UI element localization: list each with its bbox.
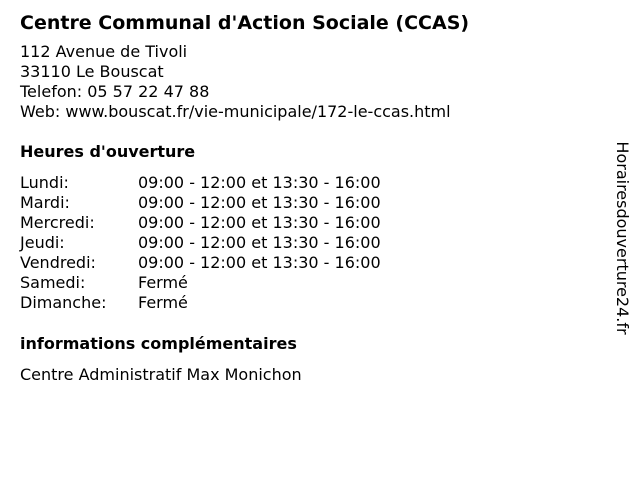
day-label: Mardi:	[20, 193, 70, 212]
ccas-info-card	[20, 10, 600, 385]
additional-info-text: Centre Administratif Max Monichon	[20, 365, 302, 384]
time-range: Fermé	[138, 293, 188, 312]
time-range: 09:00 - 12:00 et 13:30 - 16:00	[138, 253, 381, 272]
site-watermark: Horairesdouverture24.fr	[613, 141, 632, 335]
day-label: Mercredi:	[20, 213, 95, 232]
hours-row-sunday	[20, 293, 600, 313]
street-address: 112 Avenue de Tivoli	[20, 42, 188, 61]
city-line: 33110 Le Bouscat	[20, 62, 164, 81]
time-range: 09:00 - 12:00 et 13:30 - 16:00	[138, 173, 381, 192]
time-range: 09:00 - 12:00 et 13:30 - 16:00	[138, 213, 381, 232]
time-range: Fermé	[138, 273, 188, 292]
hours-row-thursday	[20, 233, 600, 253]
hours-row-monday	[20, 173, 600, 193]
address-block	[20, 42, 600, 122]
page-title: Centre Communal d'Action Sociale (CCAS)	[20, 12, 470, 34]
hours-row-friday	[20, 253, 600, 273]
day-label: Dimanche:	[20, 293, 107, 312]
day-label: Samedi:	[20, 273, 86, 292]
day-label: Jeudi:	[20, 233, 65, 252]
hours-row-tuesday	[20, 193, 600, 213]
hours-row-saturday	[20, 273, 600, 293]
hours-heading: Heures d'ouverture	[20, 142, 196, 161]
additional-info-heading: informations complémentaires	[20, 334, 297, 353]
day-label: Vendredi:	[20, 253, 96, 272]
time-range: 09:00 - 12:00 et 13:30 - 16:00	[138, 193, 381, 212]
day-label: Lundi:	[20, 173, 69, 192]
opening-hours-list	[20, 173, 600, 313]
hours-row-wednesday	[20, 213, 600, 233]
time-range: 09:00 - 12:00 et 13:30 - 16:00	[138, 233, 381, 252]
phone-line: Telefon: 05 57 22 47 88	[20, 82, 210, 101]
website-line: Web: www.bouscat.fr/vie-municipale/172-le-ccas.html	[20, 102, 451, 121]
